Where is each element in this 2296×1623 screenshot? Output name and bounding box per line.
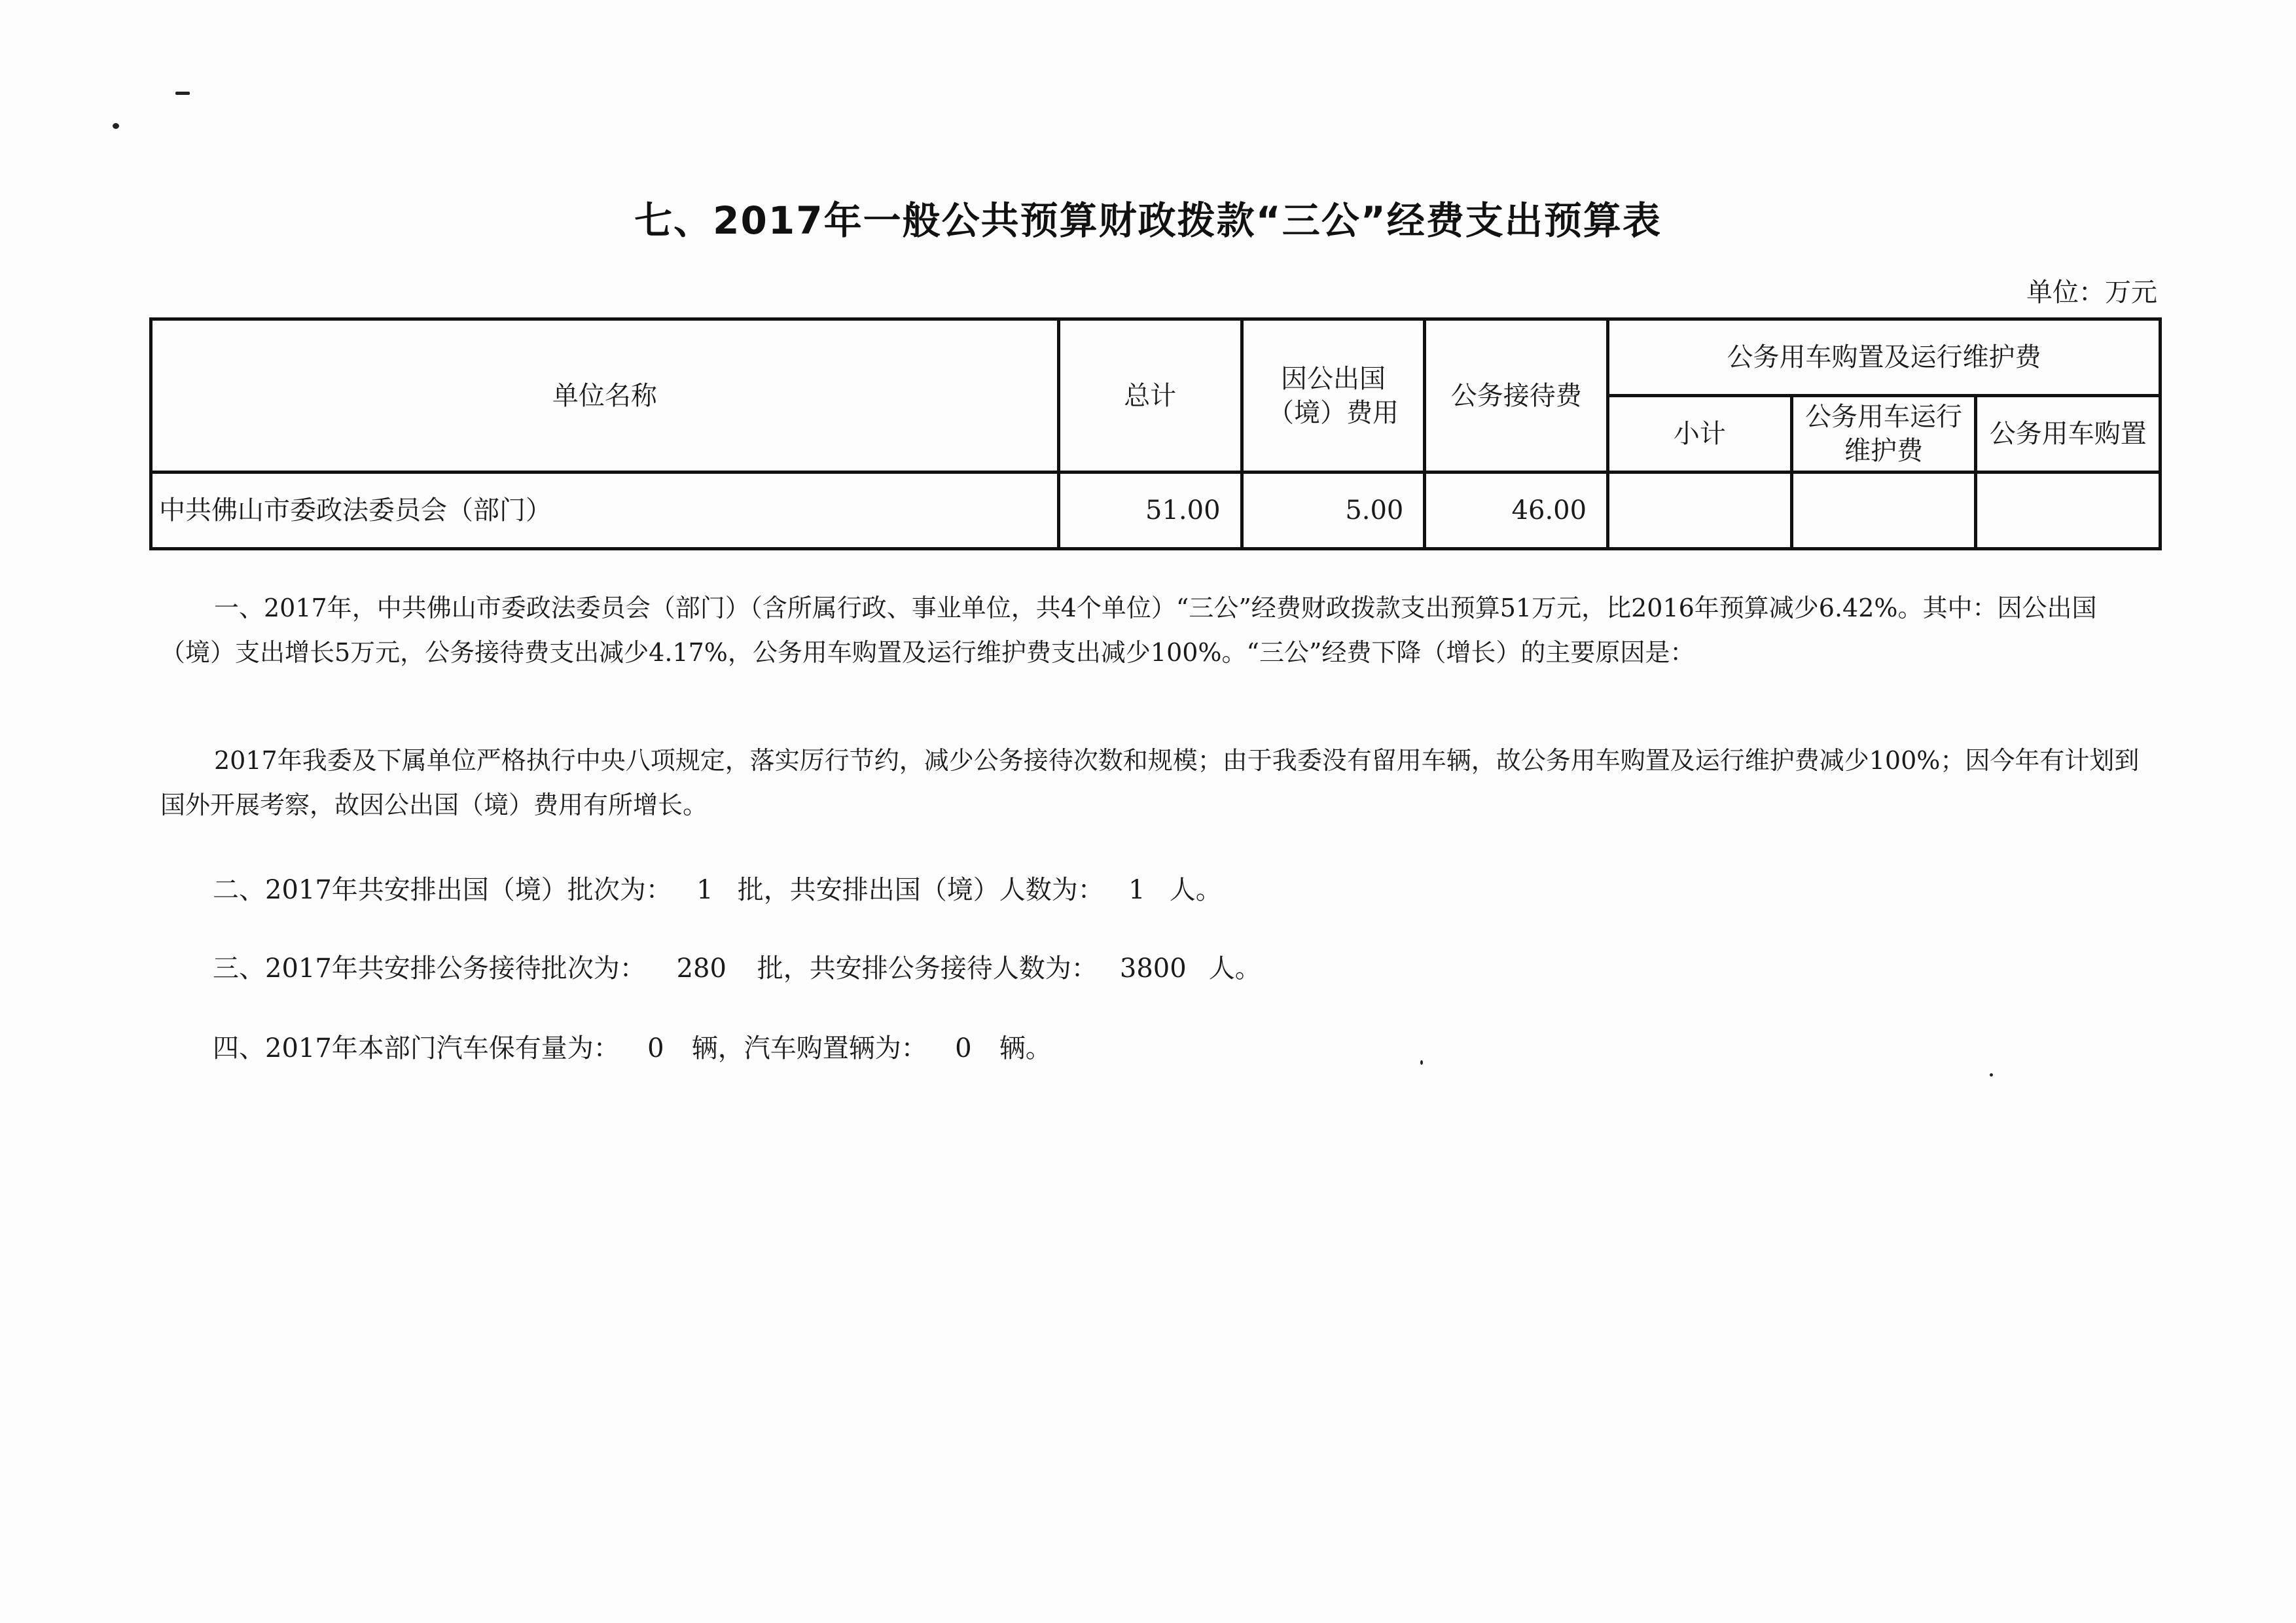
unit-label: 单位：万元 — [2026, 277, 2157, 308]
item-overseas-mid: 批，共安排出国（境）人数为： — [737, 875, 1104, 905]
item-reception-batches: 280 — [676, 954, 726, 984]
header-vehicle-operation-text: 公务用车运行维护费 — [1805, 402, 1962, 466]
budget-table — [149, 317, 2162, 550]
cell-unit-name: 中共佛山市委政法委员会（部门） — [151, 473, 1059, 549]
cell-overseas: 5.00 — [1242, 473, 1425, 549]
item-vehicles-mid: 辆，汽车购置辆为： — [691, 1033, 927, 1063]
cell-vehicle-purchase — [1976, 473, 2161, 549]
item-vehicles — [213, 1027, 1052, 1065]
item-overseas-people: 1 — [1128, 875, 1145, 905]
scan-speck — [1420, 1060, 1423, 1065]
item-vehicles-owned: 0 — [647, 1033, 664, 1063]
item-reception — [213, 948, 1261, 985]
cell-vehicle-operation — [1791, 473, 1976, 549]
item-reception-people: 3800 — [1119, 954, 1187, 984]
item-overseas-trips — [213, 869, 1222, 906]
header-unit-name: 单位名称 — [151, 319, 1059, 473]
header-total: 总计 — [1058, 319, 1242, 473]
table-header-row — [151, 319, 2161, 396]
header-overseas-text: 因公出国（境）费用 — [1267, 363, 1399, 428]
header-vehicle-group: 公务用车购置及运行维护费 — [1608, 319, 2161, 396]
cell-reception: 46.00 — [1425, 473, 1608, 549]
header-vehicle-operation — [1791, 396, 1976, 473]
item-vehicles-end: 辆。 — [999, 1033, 1052, 1063]
item-vehicles-purchased: 0 — [955, 1033, 972, 1063]
cell-vehicle-subtotal — [1608, 473, 1791, 549]
scan-speck — [113, 123, 119, 129]
scan-speck — [1990, 1073, 1993, 1077]
header-vehicle-subtotal: 小计 — [1608, 396, 1791, 473]
item-vehicles-label: 四、2017年本部门汽车保有量为： — [213, 1033, 620, 1063]
item-overseas-label: 二、2017年共安排出国（境）批次为： — [213, 875, 672, 905]
scan-speck — [175, 92, 190, 95]
item-overseas-batches: 1 — [696, 875, 713, 905]
item-reception-end: 人。 — [1208, 954, 1261, 984]
header-overseas — [1242, 319, 1425, 473]
paragraph-reasons: 2017年我委及下属单位严格执行中央八项规定，落实厉行节约，减少公务接待次数和规模；由于我委没有留用车辆，故公务用车购置及运行维护费减少100%；因今年有计划到国外开展考察，故因公出国（境）费用有所增长。 — [160, 746, 2140, 819]
header-reception: 公务接待费 — [1425, 319, 1608, 473]
item-overseas-end: 人。 — [1169, 875, 1222, 905]
header-vehicle-purchase: 公务用车购置 — [1976, 396, 2161, 473]
item-reception-mid: 批，共安排公务接待人数为： — [757, 954, 1098, 984]
item-reception-label: 三、2017年共安排公务接待批次为： — [213, 954, 646, 984]
page-title: 七、2017年一般公共预算财政拨款“三公”经费支出预算表 — [634, 198, 1662, 243]
table-row — [151, 473, 2161, 549]
cell-total: 51.00 — [1058, 473, 1242, 549]
paragraph-summary: 一、2017年，中共佛山市委政法委员会（部门）（含所属行政、事业单位，共4个单位）“三公”经费财政拨款支出预算51万元，比2016年预算减少6.42%。其中：因公出国（境）支出增长5万元，公务接待费支出减少4.17%，公务用车购置及运行维护费支出减少100%。“三公”经费下降（增长）的主要原因是： — [160, 594, 2097, 667]
